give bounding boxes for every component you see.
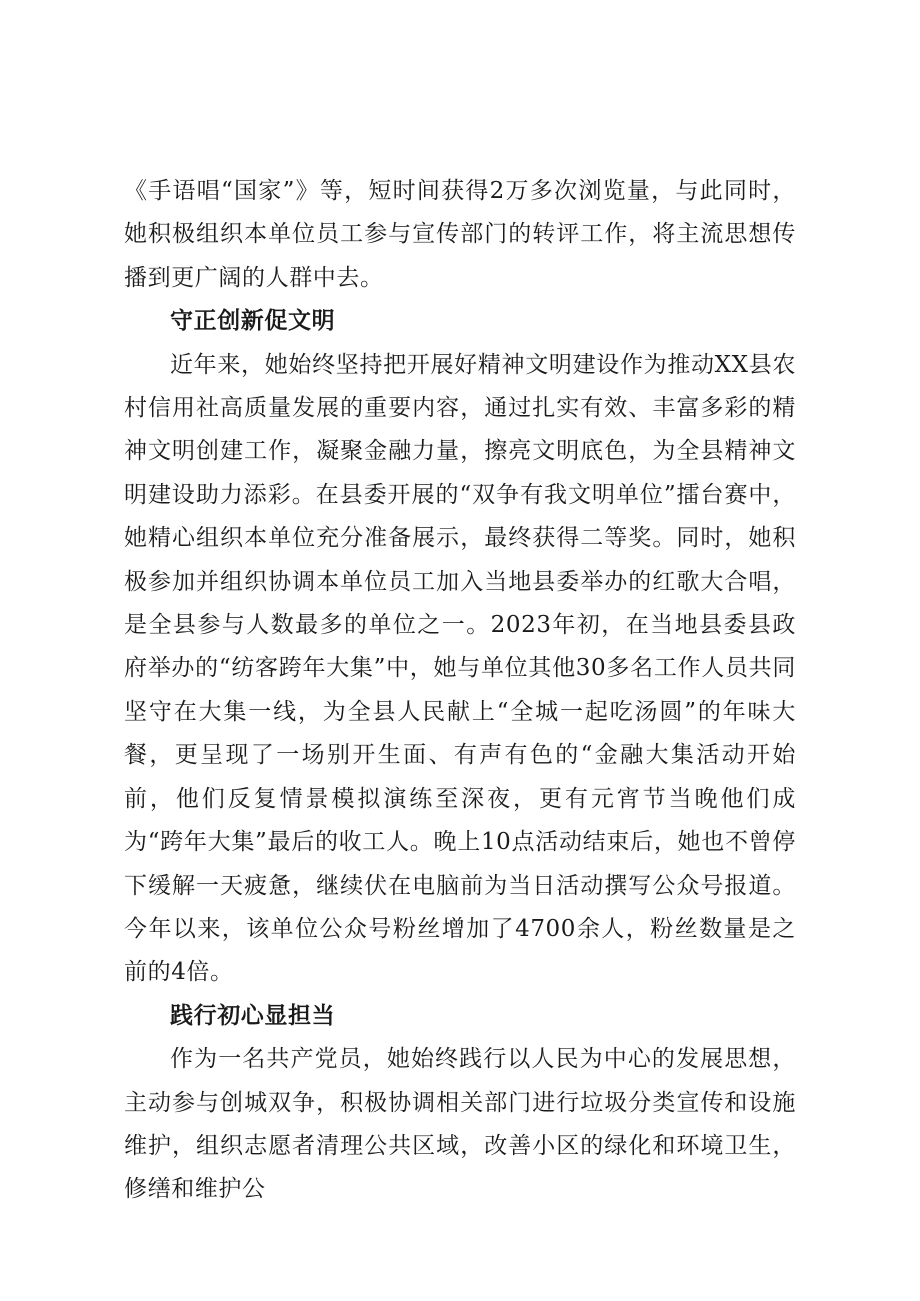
paragraph-continuation: 《手语唱“国家”》等，短时间获得2万多次浏览量，与此同时，她积极组织本单位员工参与宣传部门的转评工作，将主流思想传播到更广阔的人群中去。	[124, 178, 796, 291]
paragraph-civilization: 近年来，她始终坚持把开展好精神文明建设作为推动XX县农村信用社高质量发展的重要内容，通过扎实有效、丰富多彩的精神文明创建工作，凝聚金融力量，擦亮文明底色，为全县精神文明建设助力添彩。在县委开展的“双争有我文明单位”擂台赛中，她精心组织本单位充分准备展示，最终获得二等奖。同时，她积极参加并组织协调本单位员工加入当地县委举办的红歌大合唱，是全县参与人数最多的单位之一。2023年初，在当地县委县政府举办的“纺客跨年大集”中，她与单位其他30多名工作人员共同坚守在大集一线，为全县人民献上“全城一起吃汤圆”的年味大餐，更呈现了一场别开生面、有声有色的“金融大集活动开始前，他们反复情景模拟演练至深夜，更有元宵节当晚他们成为“跨年大集”最后的收工人。晚上10点活动结束后，她也不曾停下缓解一天疲惫，继续伏在电脑前为当日活动撰写公众号报道。今年以来，该单位公众号粉丝增加了4700余人，粉丝数量是之前的4倍。	[124, 351, 796, 986]
document-page	[124, 170, 796, 1212]
section-heading-civilization: 守正创新促文明	[170, 308, 336, 335]
section-heading-responsibility: 践行初心显担当	[170, 1002, 336, 1029]
paragraph-responsibility: 作为一名共产党员，她始终践行以人民为中心的发展思想，主动参与创城双争，积极协调相关部门进行垃圾分类宣传和设施维护，组织志愿者清理公共区域，改善小区的绿化和环境卫生，修缮和维护公	[124, 1046, 796, 1203]
